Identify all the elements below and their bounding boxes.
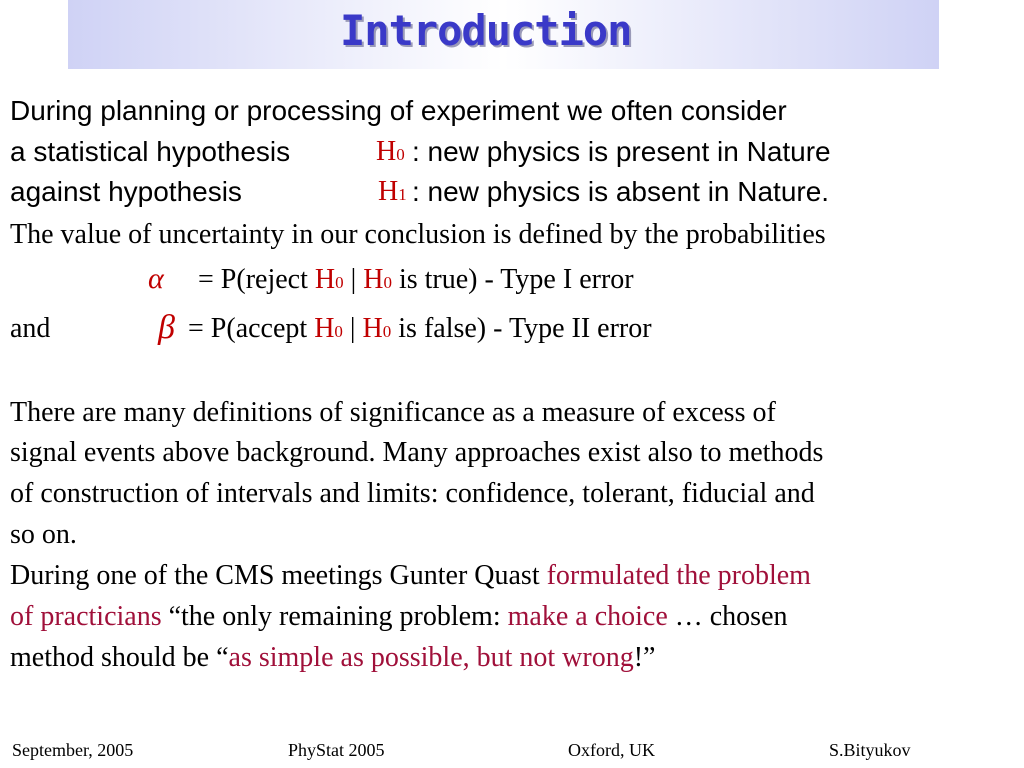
cms-line-3-text: method should be “ — [10, 642, 229, 673]
beta-given: | — [342, 313, 363, 344]
cms-highlight-1: formulated the problem — [546, 560, 811, 591]
intro-line-2-text: a statistical hypothesis — [10, 136, 291, 167]
cms-quote-cont: … chosen — [667, 601, 788, 632]
h-subscript: 0 — [383, 273, 392, 292]
title-banner — [68, 0, 939, 69]
type-two-error — [188, 313, 652, 345]
alpha-given: | — [343, 264, 364, 295]
significance-line-4: so on. — [10, 519, 77, 550]
cms-line-3 — [10, 642, 656, 674]
h-subscript: 0 — [382, 322, 392, 341]
beta-def-start: = P(accept — [188, 313, 315, 344]
h-letter: H — [314, 313, 335, 344]
h1-subscript: 1 — [398, 185, 407, 204]
footer-location: Oxford, UK — [568, 740, 655, 760]
h1-description: : new physics is absent in Nature. — [412, 176, 830, 207]
significance-line-2: signal events above background. Many approaches exist also to methods — [10, 437, 824, 468]
type-one-error — [198, 264, 634, 296]
intro-line-3-text: against hypothesis — [10, 176, 242, 207]
beta-h0-a — [314, 313, 343, 344]
h-letter: H — [314, 264, 336, 295]
intro-line-2 — [10, 136, 831, 168]
cms-line-1-text: During one of the CMS meetings Gunter Quast — [10, 560, 547, 591]
intro-line-3 — [10, 176, 830, 208]
h-subscript: 0 — [334, 322, 343, 341]
significance-line-1: There are many definitions of significance as a measure of excess of — [10, 397, 776, 428]
beta-h0-b — [363, 313, 392, 344]
h-letter: H — [362, 313, 383, 344]
alpha-def-end: is true) - Type I error — [391, 264, 634, 295]
cms-highlight-2: of practicians — [10, 601, 162, 632]
footer-conference: PhyStat 2005 — [288, 740, 385, 760]
h1-letter: H — [378, 176, 399, 207]
cms-quote-end: !” — [633, 642, 656, 673]
significance-line-3: of construction of intervals and limits: confidence, tolerant, fiducial and — [10, 478, 815, 509]
h0-hypothesis — [376, 136, 405, 168]
footer-date: September, 2005 — [12, 740, 134, 760]
cms-highlight-4: as simple as possible, but not wrong — [228, 642, 634, 673]
alpha-h0-a — [315, 264, 344, 295]
intro-line-1: During planning or processing of experiment we often consider — [10, 95, 787, 126]
alpha-def-start: = P(reject — [198, 264, 315, 295]
alpha-symbol: α — [148, 262, 164, 295]
cms-line-1 — [10, 560, 811, 592]
intro-line-4: The value of uncertainty in our conclusion is defined by the probabilities — [10, 219, 826, 250]
cms-quote-start: “the only remaining problem: — [161, 601, 508, 632]
beta-def-end: is false) - Type II error — [391, 313, 652, 344]
alpha-h0-b — [363, 264, 392, 295]
beta-symbol: β — [158, 309, 175, 346]
cms-line-2 — [10, 601, 788, 633]
footer-author: S.Bityukov — [829, 740, 911, 760]
h-letter: H — [363, 264, 384, 295]
h-subscript: 0 — [335, 273, 344, 292]
h0-description: : new physics is present in Nature — [412, 136, 831, 167]
h1-hypothesis — [378, 176, 407, 208]
and-label: and — [10, 313, 51, 344]
cms-highlight-3: make a choice — [507, 601, 668, 632]
h0-subscript: 0 — [396, 145, 405, 164]
h0-letter: H — [376, 136, 397, 167]
slide-title: Introduction — [340, 6, 632, 55]
